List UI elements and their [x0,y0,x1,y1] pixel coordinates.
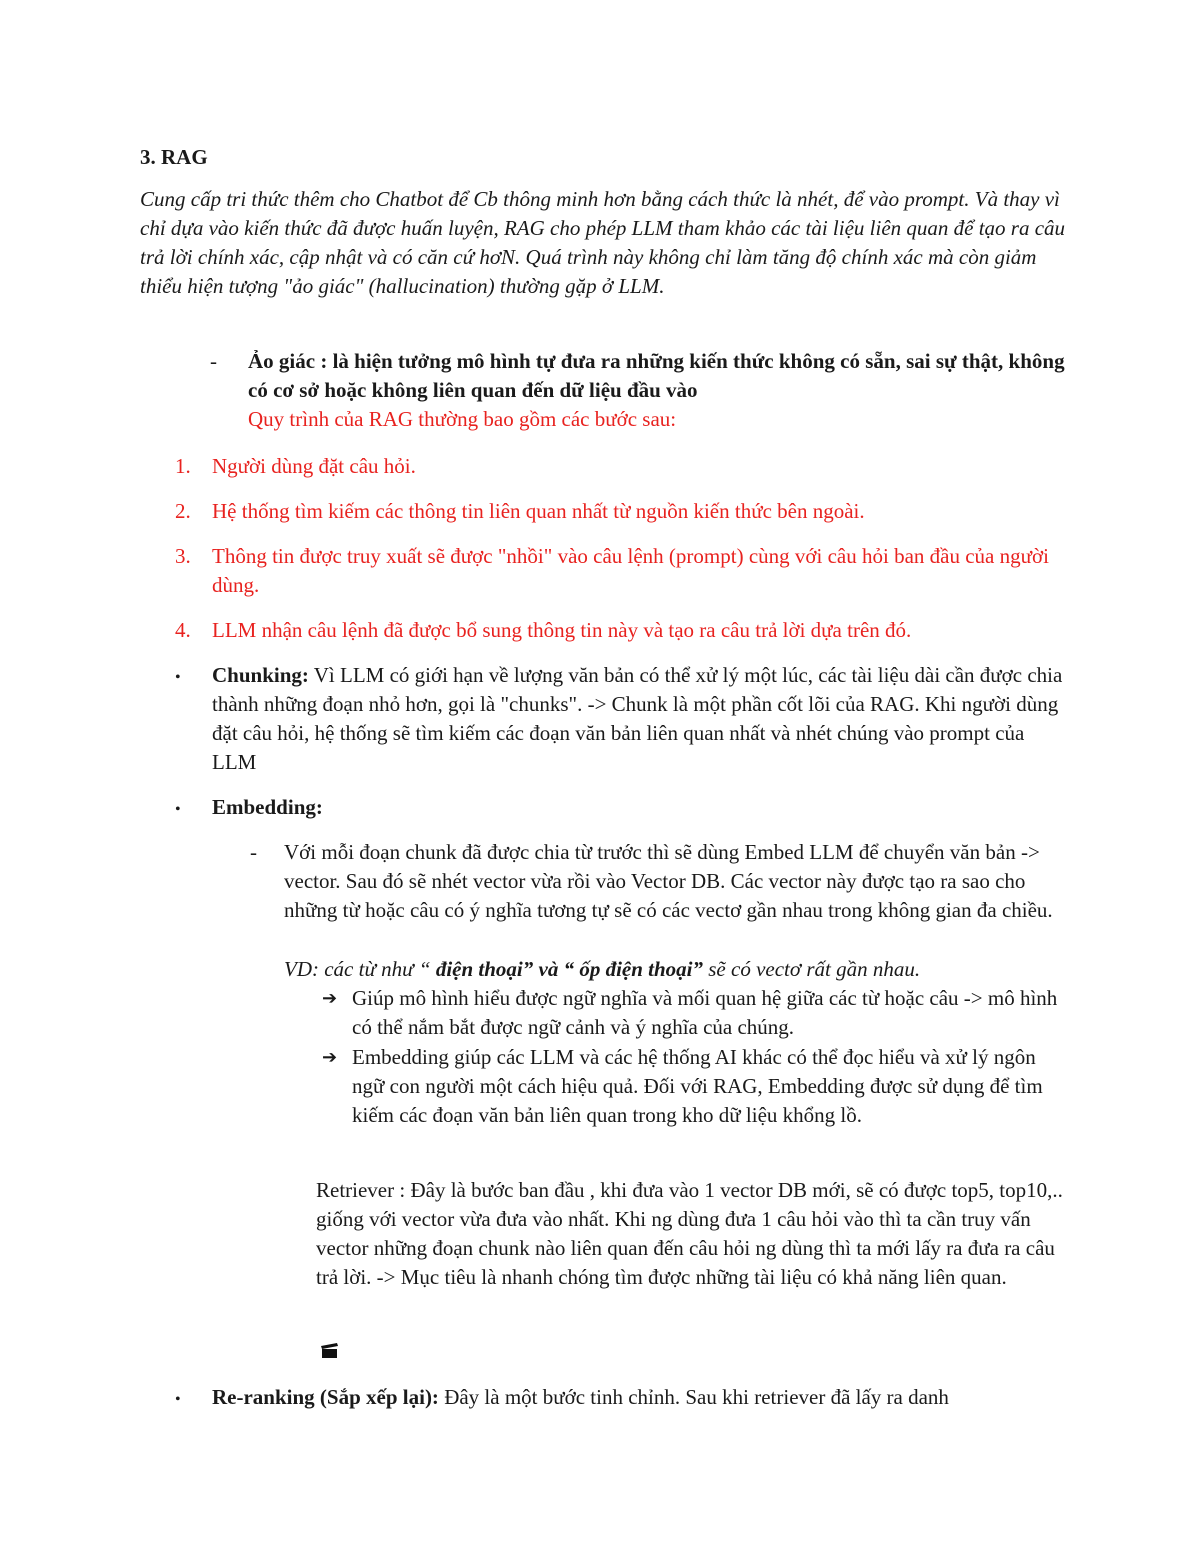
step-text: Người dùng đặt câu hỏi. [212,454,416,478]
arrow-bullet-icon: ➔ [322,1047,338,1067]
embedding-text: Với mỗi đoạn chunk đã được chia từ trước thì sẽ dùng Embed LLM để chuyển văn bản -> vector. Sau đó sẽ nhét vector vừa rồi vào Vector DB. Các vector này được tạo ra sao cho những từ hoặc câu có ý nghĩa tương tự sẽ có các vectơ gần nhau trong không gian đa chiều. [284,840,1053,922]
chunking-label: Chunking: [212,663,309,687]
arrow-point: Giúp mô hình hiểu được ngữ nghĩa và mối quan hệ giữa các từ hoặc câu -> mô hình có thể nắm bắt được ngữ cảnh và ý nghĩa của chúng. [352,986,1058,1039]
step-number: 1. [175,454,191,478]
step-text: Hệ thống tìm kiếm các thông tin liên quan nhất từ nguồn kiến thức bên ngoài. [212,499,865,523]
reranking-paragraph [212,1383,1072,1412]
retriever-paragraph: Retriever : Đây là bước ban đầu , khi đưa vào 1 vector DB mới, sẽ có được top5, top10,.. giống với vector vừa đưa vào nhất. Khi ng dùng đưa 1 câu hỏi vào thì ta cần truy vấn vector những đoạn chunk nào liên quan đến câu hỏi ng dùng thì ta mới lấy ra đưa ra câu trả lời. -> Mục tiêu là nhanh chóng tìm được những tài liệu có khả năng liên quan. [316,1178,1063,1289]
intro-paragraph: Cung cấp tri thức thêm cho Chatbot để Cb thông minh hơn bằng cách thức là nhét, để vào prompt. Và thay vì chỉ dựa vào kiến thức đã được huấn luyện, RAG cho phép LLM tham khảo các tài liệu liên quan để tạo ra câu trả lời chính xác, cập nhật và có căn cứ hơN. Quá trình này không chỉ làm tăng độ chính xác mà còn giảm thiểu hiện tượng "ảo giác" (hallucination) thường gặp ở LLM. [140,187,1066,298]
example-suffix: sẽ có vectơ rất gần nhau. [703,957,921,981]
chunking-text: Vì LLM có giới hạn về lượng văn bản có thể xử lý một lúc, các tài liệu dài cần được chia thành những đoạn nhỏ hơn, gọi là "chunks". -> Chunk là một phần cốt lõi của RAG. Khi người dùng đặt câu hỏi, hệ thống sẽ tìm kiếm các đoạn văn bản liên quan nhất và nhét chúng vào prompt của LLM [212,663,1063,774]
clapperboard-icon [318,1340,340,1360]
step-text: Thông tin được truy xuất sẽ được "nhồi" vào câu lệnh (prompt) cùng với câu hỏi ban đầu của người dùng. [212,544,1049,597]
process-intro: Quy trình của RAG thường bao gồm các bước sau: [248,407,677,431]
arrow-point: Embedding giúp các LLM và các hệ thống AI khác có thể đọc hiểu và xử lý ngôn ngữ con người một cách hiệu quả. Đối với RAG, Embedding được sử dụng để tìm kiếm các đoạn văn bản liên quan trong kho dữ liệu khổng lồ. [352,1045,1043,1127]
arrow-bullet-icon: ➔ [322,988,338,1008]
reranking-text: Đây là một bước tinh chỉnh. Sau khi retriever đã lấy ra danh [438,1385,949,1409]
embedding-example [284,955,1074,984]
step-number: 2. [175,499,191,523]
step-number: 3. [175,544,191,568]
section-heading: 3. RAG [140,145,208,169]
bullet-marker: • [175,669,181,686]
example-terms: điện thoại” và “ ốp điện thoại” [435,957,703,981]
dash-marker: - [250,840,257,864]
step-number: 4. [175,618,191,642]
chunking-paragraph [212,661,1072,777]
step-text: LLM nhận câu lệnh đã được bổ sung thông tin này và tạo ra câu trả lời dựa trên đó. [212,618,912,642]
dash-marker: - [210,349,217,373]
example-prefix: VD: các từ như “ [284,957,436,981]
reranking-label: Re-ranking (Sắp xếp lại): [212,1385,439,1409]
bullet-marker: • [175,801,181,818]
embedding-label: Embedding: [212,795,323,819]
hallucination-text: Ảo giác : là hiện tưởng mô hình tự đưa ra những kiến thức không có sẵn, sai sự thật, không có cơ sở hoặc không liên quan đến dữ liệu đầu vào [248,349,1065,402]
bullet-marker: • [175,1391,181,1408]
hallucination-definition [212,347,1072,434]
